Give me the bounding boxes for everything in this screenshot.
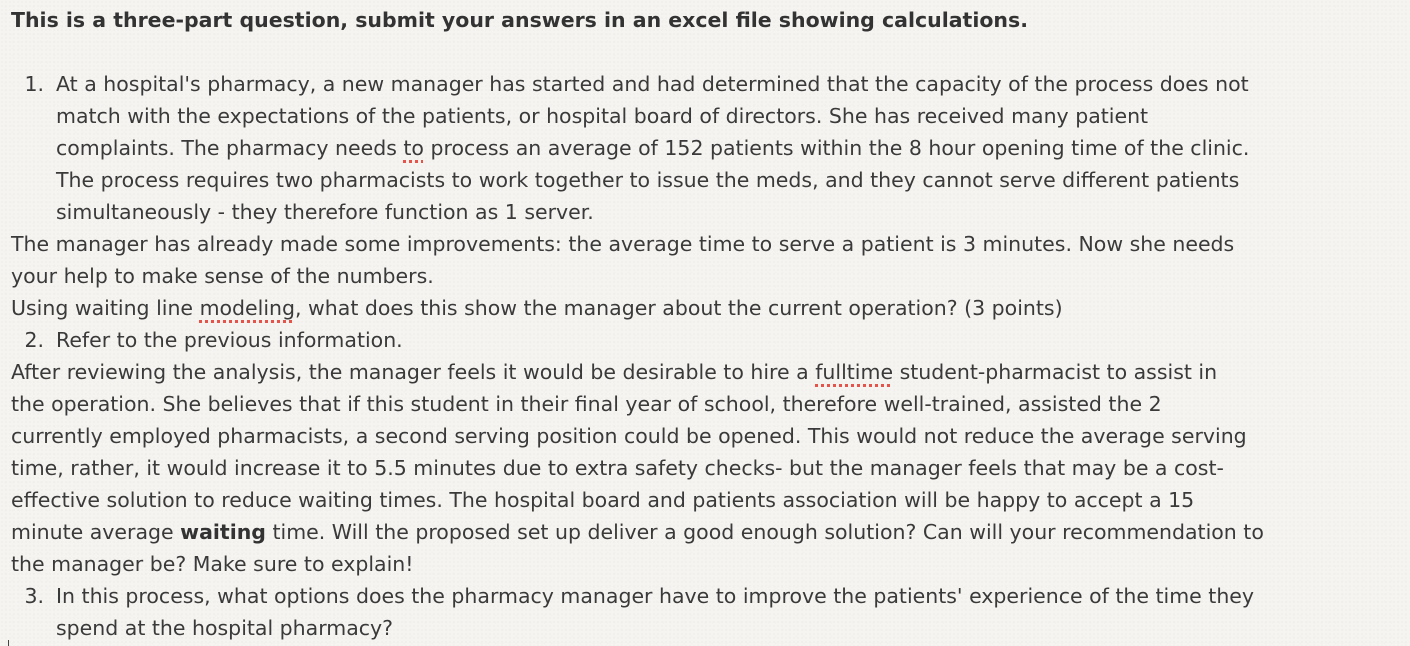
- q1-line: At a hospital's pharmacy, a new manager has started and had determined that the capacity of the process does not: [56, 72, 1249, 96]
- q1-line: match with the expectations of the patients, or hospital board of directors. She has received many patient: [56, 104, 1149, 128]
- text-cursor-mark: [8, 640, 9, 646]
- paragraph-line: Using waiting line modeling, what does this show the manager about the current operation? (3 points): [11, 296, 1063, 320]
- paragraph-line: time, rather, it would increase it to 5.5 minutes due to extra safety checks- but the manager feels that may be a cost-: [11, 456, 1224, 480]
- paragraph-line: effective solution to reduce waiting times. The hospital board and patients association will be happy to accept a 15: [11, 488, 1195, 512]
- question-3: [11, 580, 1406, 644]
- question-2-number: 2.: [24, 328, 44, 352]
- question-2: [11, 324, 1406, 356]
- paragraph-line: The manager has already made some improvements: the average time to serve a patient is 3 minutes. Now she needs: [11, 232, 1235, 256]
- note-document: [11, 4, 1406, 644]
- question-3-text: [56, 580, 1406, 644]
- paragraph-line: the operation. She believes that if this student in their final year of school, therefore well-trained, assisted the 2: [11, 392, 1162, 416]
- question-2-text: Refer to the previous information.: [56, 328, 403, 352]
- paragraph-line: minute average waiting time. Will the proposed set up deliver a good enough solution? Can will your recommendation to: [11, 520, 1264, 544]
- q1-line: The process requires two pharmacists to work together to issue the meds, and they cannot serve different patients: [56, 168, 1240, 192]
- paragraph-line: currently employed pharmacists, a second serving position could be opened. This would not reduce the average serving: [11, 424, 1247, 448]
- spellcheck-word[interactable]: to: [403, 136, 424, 160]
- question-1: [11, 68, 1406, 228]
- q1-line: complaints. The pharmacy needs to process an average of 152 patients within the 8 hour opening time of the clinic.: [56, 136, 1250, 160]
- q1-line: simultaneously - they therefore function as 1 server.: [56, 200, 594, 224]
- bold-word: waiting: [180, 520, 266, 544]
- q3-line: spend at the hospital pharmacy?: [56, 616, 394, 640]
- paragraph-line: After reviewing the analysis, the manager feels it would be desirable to hire a fulltime student-pharmacist to assist in: [11, 360, 1218, 384]
- question-heading: This is a three-part question, submit your answers in an excel file showing calculations.: [11, 8, 1028, 32]
- spellcheck-word[interactable]: fulltime: [815, 360, 894, 384]
- question-1-number: 1.: [24, 72, 44, 96]
- spellcheck-word[interactable]: modeling: [199, 296, 296, 320]
- q3-line: In this process, what options does the pharmacy manager have to improve the patients' experience of the time they: [56, 584, 1255, 608]
- question-1-text: [56, 68, 1406, 228]
- question-3-number: 3.: [24, 584, 44, 608]
- paragraph-line: your help to make sense of the numbers.: [11, 264, 434, 288]
- paragraph-line: the manager be? Make sure to explain!: [11, 552, 414, 576]
